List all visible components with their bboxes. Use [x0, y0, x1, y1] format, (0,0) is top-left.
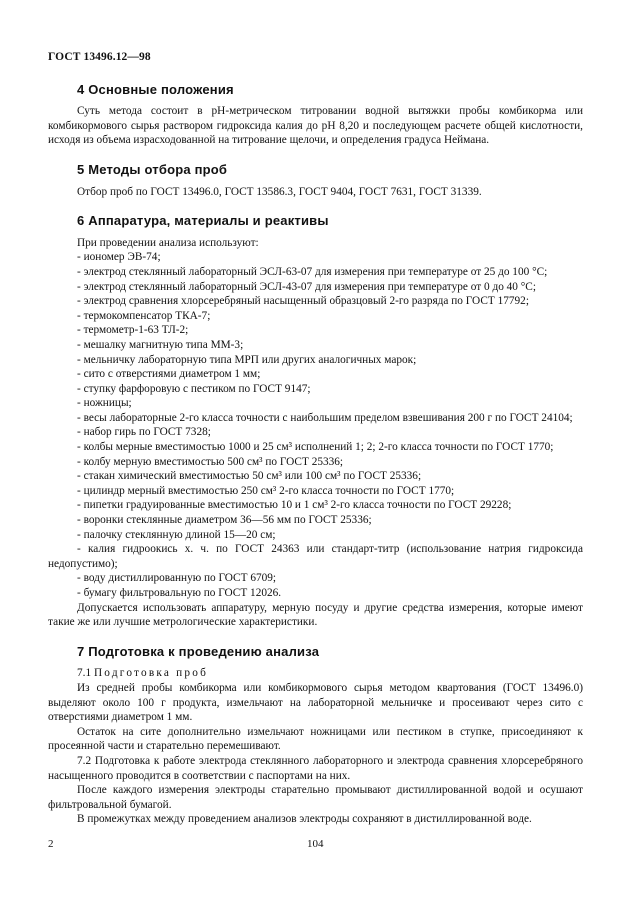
section-7: [48, 645, 583, 827]
list-item: - колбы мерные вместимостью 1000 и 25 см³ исполнений 1; 2; 2-го класса точности по ГОСТ 1770;: [77, 441, 554, 454]
section-7-paragraph: 7.2 Подготовка к работе электрода стеклянного лабораторного и электрода сравнения хлорсеребряного насыщенного проводится в соответствии с паспортами на них.: [48, 754, 583, 782]
section-4-text: Суть метода состоит в рН-метрическом титровании водной вытяжки пробы комбикорма или комбикормового сырья раствором гидроксида калия до рН 8,20 и последующем расчете общей кислотности, исходя из объема израсходованной на титрование щелочи, и определения градуса Неймана.: [48, 105, 583, 147]
section-4: [48, 83, 583, 148]
section-6-title: 6 Аппаратура, материалы и реактивы: [77, 213, 329, 229]
page-number: 2: [48, 838, 54, 850]
section-6-intro: При проведении анализа используют:: [77, 236, 259, 249]
subsection-7-1-title: Подготовка проб: [93, 667, 209, 680]
center-page-number: 104: [307, 838, 324, 850]
section-7-paragraph: В промежутках между проведением анализов электроды сохраняют в дистиллированной воде.: [77, 813, 532, 826]
list-item: - набор гирь по ГОСТ 7328;: [77, 426, 211, 439]
list-item: - цилиндр мерный вместимостью 250 см³ 2-го класса точности по ГОСТ 1770;: [77, 484, 455, 497]
list-item: - палочку стеклянную длиной 15—20 см;: [77, 528, 276, 541]
list-item: - стакан химический вместимостью 50 см³ или 100 см³ по ГОСТ 25336;: [77, 470, 422, 483]
list-item: - иономер ЭВ-74;: [77, 251, 161, 264]
list-item: - электрод стеклянный лабораторный ЭСЛ-63-07 для измерения при температуре от 25 до 100 °С;: [77, 265, 548, 278]
list-item: - термометр-1-63 ТЛ-2;: [77, 324, 189, 337]
list-item: - сито с отверстиями диаметром 1 мм;: [77, 368, 261, 381]
list-item: - ступку фарфоровую с пестиком по ГОСТ 9147;: [77, 382, 311, 395]
section-5: [48, 163, 583, 199]
list-item: - мешалку магнитную типа ММ-3;: [77, 338, 244, 351]
list-item: - колбу мерную вместимостью 500 см³ по ГОСТ 25336;: [77, 455, 344, 468]
list-item: - ножницы;: [77, 397, 132, 410]
section-7-paragraph: Остаток на сите дополнительно измельчают ножницами или пестиком в ступке, присоединяют к просеянной части и старательно перемешивают.: [48, 725, 583, 753]
document-page: [48, 50, 583, 827]
subsection-7-1-heading: [48, 666, 583, 681]
list-item: - калия гидроокись х. ч. по ГОСТ 24363 или стандарт-титр (использование натрия гидроксида недопустимо);: [48, 543, 583, 570]
list-item: - электрод стеклянный лабораторный ЭСЛ-43-07 для измерения при температуре от 0 до 40 °С;: [77, 280, 536, 293]
list-item: - бумагу фильтровальную по ГОСТ 12026.: [77, 587, 282, 599]
list-item: - пипетки градуированные вместимостью 10 и 1 см³ 2-го класса точности по ГОСТ 29228;: [77, 499, 512, 512]
section-7-paragraph: Из средней пробы комбикорма или комбикормового сырья методом квартования (ГОСТ 13496.0) выделяют около 100 г продукта, измельчают на лабораторной мельничке и просеивают через сито с отверстиями диаметром 1 мм.: [48, 681, 583, 724]
section-6-note: Допускается использовать аппаратуру, мерную посуду и другие средства измерения, которые имеют такие же или лучшие метрологические характеристики.: [48, 601, 583, 629]
list-item: - воду дистиллированную по ГОСТ 6709;: [77, 572, 277, 585]
list-item: - мельничку лабораторную типа МРП или других аналогичных марок;: [77, 353, 417, 366]
section-7-paragraph: После каждого измерения электроды старательно промывают дистиллированной водой и осушают фильтровальной бумагой.: [48, 784, 583, 811]
list-item: - электрод сравнения хлорсеребряный насыщенный образцовый 2-го разряда по ГОСТ 17792;: [77, 295, 529, 308]
section-7-title: 7 Подготовка к проведению анализа: [77, 643, 320, 659]
subsection-7-1-number: 7.1: [77, 667, 92, 680]
document-header: ГОСТ 13496.12—98: [48, 51, 151, 63]
section-4-title: 4 Основные положения: [77, 81, 234, 97]
list-item: - термокомпенсатор ТКА-7;: [77, 309, 211, 322]
section-5-text: Отбор проб по ГОСТ 13496.0, ГОСТ 13586.3, ГОСТ 9404, ГОСТ 7631, ГОСТ 31339.: [77, 185, 482, 198]
list-item: - воронки стеклянные диаметром 36—56 мм по ГОСТ 25336;: [77, 514, 372, 527]
section-5-title: 5 Методы отбора проб: [77, 161, 228, 177]
list-item: - весы лабораторные 2-го класса точности с наибольшим пределом взвешивания 200 г по ГОСТ 24104;: [77, 411, 573, 424]
section-6: [48, 214, 583, 630]
equipment-list: [48, 250, 583, 600]
